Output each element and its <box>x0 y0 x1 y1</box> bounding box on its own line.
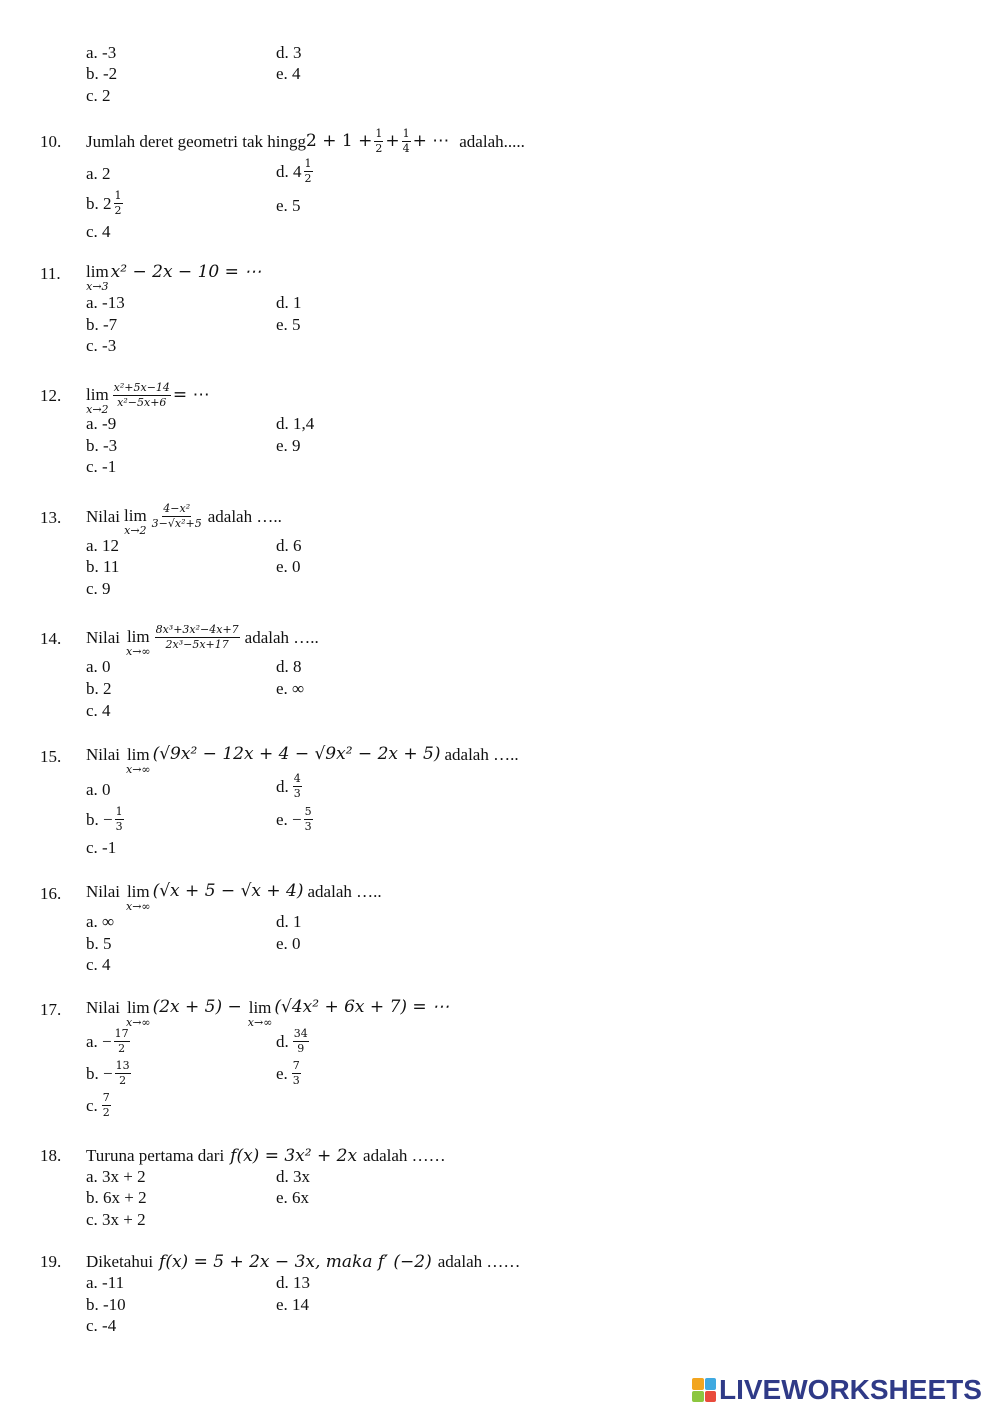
q12-option-a: a. -9 <box>86 414 117 433</box>
q13-option-d: d. 6 <box>276 536 302 555</box>
q17-option-b: b. − $\frac{13}{2}$ <box>86 1059 130 1087</box>
q13-suffix: adalah ….. <box>207 506 282 526</box>
liveworksheets-logo[interactable] <box>692 1374 982 1405</box>
q13-limit: lim x→2 <box>124 505 147 537</box>
q11-question <box>86 263 261 292</box>
q18-number: 18. <box>40 1146 62 1165</box>
logo-square-1 <box>692 1378 704 1390</box>
q10-fraction-1: $\frac{1}{2}$ <box>375 126 383 155</box>
q14-option-a: a. 0 <box>86 657 111 676</box>
q10-plus: + <box>385 130 400 151</box>
q19-prefix: Diketahui <box>86 1252 154 1271</box>
q15-expression: (√9x² − 12x + 4 − √9x² − 2x + 5) <box>152 744 441 764</box>
q16-limit: lim x→∞ <box>126 882 151 913</box>
q12-option-e: e. 9 <box>276 436 301 455</box>
q19-number: 19. <box>40 1252 62 1271</box>
q12-option-b: b. -3 <box>86 436 118 455</box>
q19-suffix: adalah …… <box>437 1252 521 1271</box>
q12-limit: lim x→2 <box>86 384 109 416</box>
q16-option-c: c. 4 <box>86 955 111 974</box>
q18-prefix: Turuna pertama dari <box>86 1146 225 1165</box>
q18-option-b: b. 6x + 2 <box>86 1188 147 1207</box>
q10-suffix: adalah..... <box>459 131 525 151</box>
q17-question <box>86 999 449 1028</box>
q13-number: 13. <box>40 508 62 527</box>
q10-option-a: a. 2 <box>86 164 111 183</box>
q16-question <box>86 883 382 912</box>
q19-option-e: e. 14 <box>276 1295 310 1314</box>
q16-expression: (√x + 5 − √x + 4) <box>152 881 304 901</box>
q13-option-c: c. 9 <box>86 579 111 598</box>
q15-number: 15. <box>40 747 62 766</box>
q15-suffix: adalah ….. <box>444 745 519 764</box>
logo-square-4 <box>705 1391 717 1403</box>
q15-option-a: a. 0 <box>86 780 111 799</box>
q11-option-c: c. -3 <box>86 336 117 355</box>
q11-option-d: d. 1 <box>276 293 302 312</box>
q10-text: Jumlah deret geometri tak hingg <box>86 131 306 151</box>
q17-option-c: c. $\frac{7}{2}$ <box>86 1091 110 1119</box>
logo-square-3 <box>692 1391 704 1403</box>
q17-option-e: e. $\frac{7}{3}$ <box>276 1059 300 1087</box>
q11-option-b: b. -7 <box>86 315 118 334</box>
q19-option-d: d. 13 <box>276 1273 310 1292</box>
q10-number: 10. <box>40 132 62 151</box>
q14-option-e: e. ∞ <box>276 679 305 698</box>
q19-question <box>86 1253 520 1271</box>
q14-option-c: c. 4 <box>86 701 111 720</box>
q9-option-e: e. 4 <box>276 64 301 83</box>
q17-prefix: Nilai <box>86 998 120 1017</box>
q10-option-b: b. 2 $\frac{1}{2}$ <box>86 189 122 217</box>
q18-question <box>86 1147 446 1165</box>
q16-option-b: b. 5 <box>86 934 112 953</box>
q18-option-a: a. 3x + 2 <box>86 1167 146 1186</box>
q10-option-c: c. 4 <box>86 222 111 241</box>
q11-option-e: e. 5 <box>276 315 301 334</box>
q11-option-a: a. -13 <box>86 293 125 312</box>
q17-expression-2: (√4x² + 6x + 7) = ⋯ <box>274 997 450 1017</box>
q13-question <box>86 498 282 537</box>
q19-option-a: a. -11 <box>86 1273 125 1292</box>
q15-question <box>86 746 519 775</box>
q15-prefix: Nilai <box>86 745 120 764</box>
q9-option-c: c. 2 <box>86 86 111 105</box>
q17-limit-1: lim x→∞ <box>126 998 151 1029</box>
q18-suffix: adalah …… <box>363 1146 446 1165</box>
q12-option-d: d. 1,4 <box>276 414 315 433</box>
q16-prefix: Nilai <box>86 882 120 901</box>
q11-number: 11. <box>40 264 61 283</box>
q14-number: 14. <box>40 629 62 648</box>
q15-option-b: b. − $\frac{1}{3}$ <box>86 805 123 833</box>
q13-option-e: e. 0 <box>276 557 301 576</box>
q18-option-e: e. 6x <box>276 1188 310 1207</box>
q10-fraction-2: $\frac{1}{4}$ <box>402 126 410 155</box>
q19-expression: f(x) = 5 + 2x − 3x, maka f′ (−2) <box>159 1252 432 1272</box>
q19-option-b: b. -10 <box>86 1295 126 1314</box>
q13-fraction: $\frac{\text{4−x²}}{\text{3−√x²+5}}$ <box>151 501 202 530</box>
q18-option-c: c. 3x + 2 <box>86 1210 146 1229</box>
q10-option-e: e. 5 <box>276 196 301 215</box>
q13-option-b: b. 11 <box>86 557 120 576</box>
q16-option-e: e. 0 <box>276 934 301 953</box>
q10-math: 2 + 1 + <box>306 130 373 151</box>
q14-limit: lim x→∞ <box>126 626 151 658</box>
q17-expression-1: (2x + 5) − <box>152 997 242 1017</box>
q15-option-d: d. $\frac{4}{3}$ <box>276 772 301 800</box>
q13-option-a: a. 12 <box>86 536 120 555</box>
q18-expression: f(x) = 3x² + 2x <box>230 1146 358 1166</box>
q10-option-d: d. 4 $\frac{1}{2}$ <box>276 157 312 185</box>
q12-fraction: $\frac{\text{x²+5x−14}}{\text{x²−5x+6}}$ <box>113 380 170 409</box>
q9-option-d: d. 3 <box>276 43 302 62</box>
q12-question <box>86 377 210 416</box>
q16-suffix: adalah ….. <box>307 882 382 901</box>
q14-prefix: Nilai <box>86 627 120 647</box>
q12-tail: = ⋯ <box>172 384 210 405</box>
q14-question <box>86 619 319 658</box>
q17-option-a: a. − $\frac{17}{2}$ <box>86 1027 129 1055</box>
q16-option-a: a. ∞ <box>86 912 115 931</box>
q17-number: 17. <box>40 1000 62 1019</box>
liveworksheets-logo-text: LIVEWORKSHEETS <box>719 1374 982 1405</box>
q11-limit: lim x→3 <box>86 262 109 293</box>
q12-option-c: c. -1 <box>86 457 117 476</box>
q10-question <box>86 125 525 157</box>
q16-number: 16. <box>40 884 62 903</box>
q14-suffix: adalah ….. <box>244 627 319 647</box>
q9-option-a: a. -3 <box>86 43 117 62</box>
q18-option-d: d. 3x <box>276 1167 310 1186</box>
q15-option-e: e. − $\frac{5}{3}$ <box>276 805 312 833</box>
q14-option-d: d. 8 <box>276 657 302 676</box>
q17-option-d: d. $\frac{34}{9}$ <box>276 1027 308 1055</box>
q16-option-d: d. 1 <box>276 912 302 931</box>
q9-option-b: b. -2 <box>86 64 118 83</box>
q14-option-b: b. 2 <box>86 679 112 698</box>
q12-number: 12. <box>40 386 62 405</box>
q10-tail: + ⋯ <box>412 130 450 151</box>
q15-limit: lim x→∞ <box>126 745 151 776</box>
q13-prefix: Nilai <box>86 506 120 526</box>
q14-fraction: $\frac{\text{8x³+3x²−4x+7}}{\text{2x³−5x+17}}$ <box>155 622 239 651</box>
q19-option-c: c. -4 <box>86 1316 117 1335</box>
q11-expression: x² − 2x − 10 = ⋯ <box>110 262 262 282</box>
logo-square-2 <box>705 1378 717 1390</box>
q17-limit-2: lim x→∞ <box>247 998 273 1029</box>
liveworksheets-logo-icon <box>692 1378 716 1402</box>
q15-option-c: c. -1 <box>86 838 117 857</box>
